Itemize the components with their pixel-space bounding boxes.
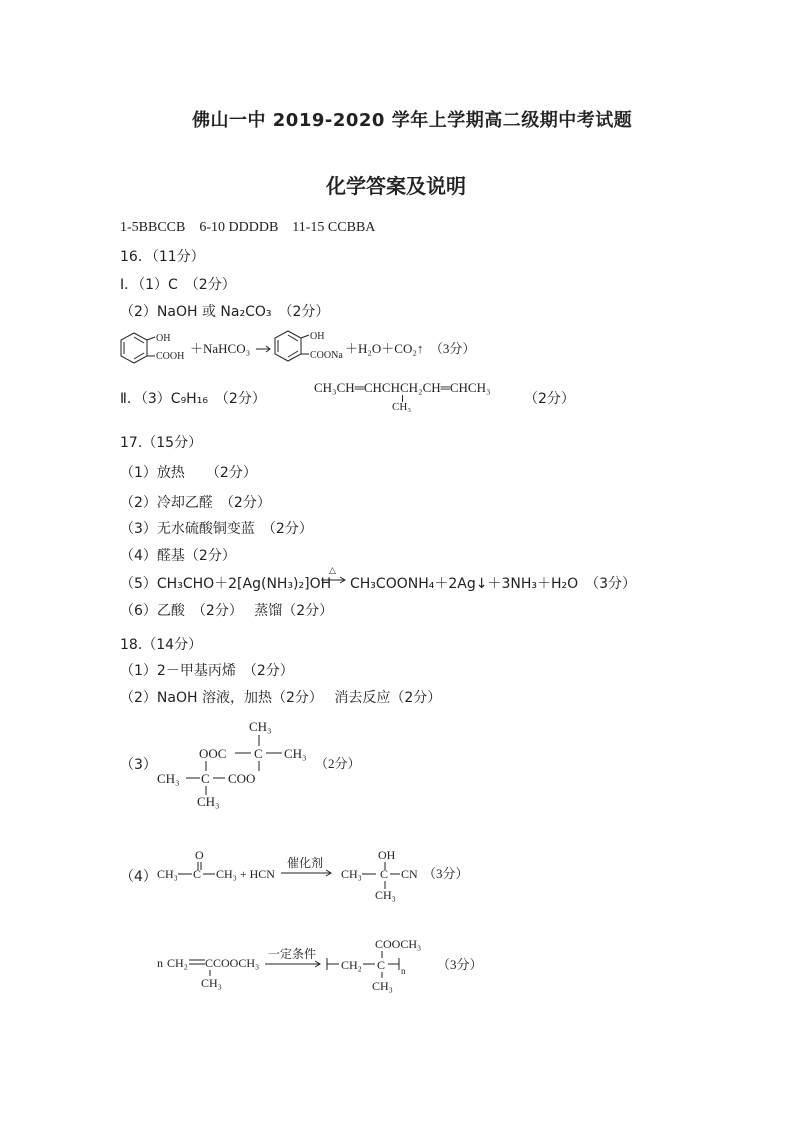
s4-product-bottom: CH₃ — [375, 888, 396, 902]
mc-answers: 1-5BBCCB 6-10 DDDDB 11-15 CCBBA — [120, 220, 376, 235]
q18-heading: 18.（14分） — [120, 637, 203, 653]
s3-row1-right: CH₃ — [284, 746, 307, 761]
s5-n: n — [157, 956, 163, 970]
s5-condition: 一定条件 — [268, 947, 317, 961]
s3-row2-left: CH₃ — [157, 771, 180, 786]
plus-nahco3: ＋NaHCO₃ — [190, 341, 251, 356]
s4-product-cn: CN — [401, 867, 418, 881]
s5-polymer-ch2: CH₂ — [341, 958, 362, 972]
q18-s4-label: （4） — [120, 869, 157, 885]
s4-right: CH₃ + HCN — [216, 867, 275, 881]
s4-score: （3分） — [423, 866, 469, 881]
s3-top-ch3: CH₃ — [249, 719, 272, 734]
svg-text:C: C — [201, 771, 210, 786]
page-subtitle: 化学答案及说明 — [326, 174, 466, 198]
s5-polymer-top: COOCH₃ — [375, 937, 422, 951]
q18-item-2: （2）NaOH 溶液，加热（2分） 消去反应（2分） — [120, 690, 442, 706]
q17-item-6: （6）乙酸 （2分） 蒸馏（2分） — [120, 603, 334, 619]
q16-equation — [118, 325, 598, 375]
s4-oxygen: O — [195, 848, 204, 862]
q17-item-5: （5）CH₃CHO＋2[Ag(NH₃)₂]OH — [120, 576, 332, 592]
s4-c: C — [193, 867, 202, 881]
cooh-label: COOH — [156, 351, 185, 362]
s5-monomer-rest: CCOOCH₃ — [205, 956, 260, 970]
q18-item-1: （1）2－甲基丙烯 （2分） — [120, 663, 294, 679]
s4-oh: OH — [378, 848, 396, 862]
s3-row2-right: COO — [228, 771, 256, 786]
q17-eq5-condition: △ — [329, 565, 336, 575]
q16-part3: Ⅱ．（3）C₉H₁₆ （2分） — [120, 391, 266, 407]
q16-part3-branch: CH₃ — [392, 401, 412, 413]
s5-polymer-n: n — [401, 966, 406, 976]
q16-heading: 16．（11分） — [120, 249, 205, 265]
s5-polymer-ch3: CH₃ — [372, 979, 393, 993]
q17-heading: 17.（15分） — [120, 435, 203, 451]
q18-s5-equation — [155, 936, 495, 996]
q16-part1: Ⅰ．（1）C （2分） — [120, 277, 236, 293]
s5-monomer-ch2: CH₂ — [167, 956, 188, 970]
benzene-ring-right — [275, 331, 309, 361]
s3-row1-left: OOC — [199, 746, 227, 761]
s3-bottom-ch3: CH₃ — [197, 794, 220, 809]
page-title: 佛山一中 2019-2020 学年上学期高二级期中考试题 — [192, 110, 633, 131]
products-label: ＋H₂O＋CO₂↑ （3分） — [345, 341, 476, 356]
s4-left-ch3: CH₃ — [157, 867, 178, 881]
q18-s4-equation — [155, 845, 495, 903]
oh-label-right: OH — [310, 331, 325, 342]
q17-eq5-arrow — [321, 576, 347, 584]
reaction-arrow — [256, 346, 270, 352]
s3-score: （2分） — [315, 756, 361, 771]
coona-label: COONa — [310, 350, 343, 361]
benzene-ring-left — [121, 333, 155, 363]
s4-condition: 催化剂 — [287, 856, 324, 870]
q17-item-3: （3）无水硫酸铜变蓝 （2分） — [120, 521, 313, 537]
q17-item-2: （2）冷却乙醛 （2分） — [120, 495, 271, 511]
q17-eq5-products: CH₃COONH₄＋2Ag↓＋3NH₃＋H₂O （3分） — [350, 576, 637, 592]
s5-polymer-c: C — [377, 958, 386, 972]
s4-product-c: C — [380, 867, 389, 881]
q18-s3-structure — [155, 716, 361, 810]
s5-score: （3分） — [437, 957, 483, 972]
q18-s3-label: （3） — [120, 757, 157, 773]
s5-monomer-ch3: CH₃ — [201, 976, 222, 990]
q17-item-1: （1）放热 （2分） — [120, 465, 257, 481]
q16-part3-score: （2分） — [524, 391, 575, 407]
q16-part3-formula: CH₃CH═CHCHCH₂CH═CHCH₃ — [314, 380, 491, 395]
svg-text:C: C — [254, 746, 263, 761]
oh-label-left: OH — [156, 333, 171, 344]
q16-part2: （2）NaOH 或 Na₂CO₃ （2分） — [120, 304, 330, 320]
q17-item-4: （4）醛基（2分） — [120, 548, 236, 564]
s4-product-ch3: CH₃ — [341, 867, 362, 881]
